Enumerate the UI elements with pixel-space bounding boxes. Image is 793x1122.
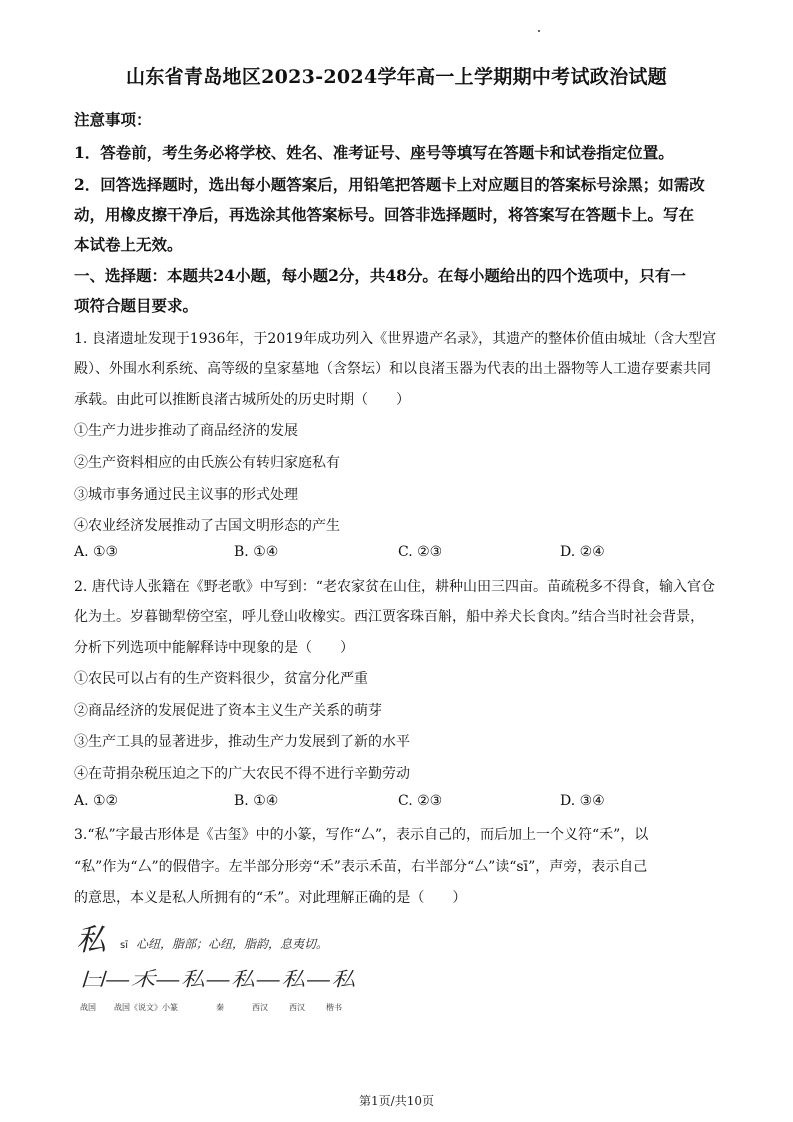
scan-dot xyxy=(538,30,540,32)
notice-heading: 注意事项： xyxy=(74,110,152,129)
q2-stem-line-1: 2. 唐代诗人张籍在《野老歌》中写到：“老农家贫在山住，耕种山田三四亩。苗疏税多不得食，输入官仓 xyxy=(74,579,715,595)
notice-item-1: 1．答卷前，考生务必将学校、姓名、准考证号、座号等填写在答题卡和试卷指定位置。 xyxy=(74,143,674,162)
figure-caption: 战国《说文》小篆 xyxy=(114,1003,178,1012)
q1-option-c[interactable]: C. ②③ xyxy=(398,544,443,560)
q1-option-d[interactable]: D. ②④ xyxy=(560,544,605,560)
q3-stem-line-1: 3.“私”字最古形体是《古玺》中的小篆，写作“厶”，表示自己的，而后加上一个义符“禾”，以 xyxy=(74,827,649,843)
character-evolution-figure xyxy=(74,920,364,1020)
q1-option-b[interactable]: B. ①④ xyxy=(234,544,279,560)
figure-pinyin: sī xyxy=(120,940,128,951)
q1-statement-4: ④农业经济发展推动了古国文明形态的产生 xyxy=(74,518,340,534)
figure-caption: 楷书 xyxy=(326,1003,342,1012)
q1-stem-line-1: 1. 良渚遗址发现于1936年，于2019年成功列入《世界遗产名录》，其遗产的整体价值由城址（含大型宫 xyxy=(74,331,717,347)
q2-option-c[interactable]: C. ②③ xyxy=(398,793,443,809)
figure-phonetic: 心纽，脂部；心纽，脂韵，息夷切。 xyxy=(136,937,329,951)
q2-option-a[interactable]: A. ①② xyxy=(74,793,119,809)
figure-caption: 战国 xyxy=(80,1003,96,1012)
page-footer: 第1页/共10页 xyxy=(359,1094,434,1108)
q2-statement-2: ②商品经济的发展促进了资本主义生产关系的萌芽 xyxy=(74,703,382,719)
section-heading-line-1: 一、选择题：本题共24小题，每小题2分，共48分。在每小题给出的四个选项中，只有一 xyxy=(74,266,686,285)
figure-evolution-forms: 𠙵—𥝌—私—私—私—私 xyxy=(80,967,356,991)
q1-statement-3: ③城市事务通过民主议事的形式处理 xyxy=(74,487,298,503)
figure-character: 私 xyxy=(76,923,106,958)
q3-stem-line-3: 的意思，本义是私人所拥有的“禾”。对此理解正确的是（ ） xyxy=(74,890,467,906)
q2-statement-1: ①农民可以占有的生产资料很少，贫富分化严重 xyxy=(74,671,368,687)
q1-statement-2: ②生产资料相应的由氏族公有转归家庭私有 xyxy=(74,455,340,471)
q3-stem-line-2: “私”作为“厶”的假借字。左半部分形旁“禾”表示禾苗，右半部分“厶”读“sī”，声旁，表示自己 xyxy=(74,859,648,875)
q1-statement-1: ①生产力进步推动了商品经济的发展 xyxy=(74,423,298,439)
document-title: 山东省青岛地区2023-2024学年高一上学期期中考试政治试题 xyxy=(126,66,667,88)
q2-stem-line-2: 化为土。岁暮锄犁傍空室，呼儿登山收橡实。西江贾客珠百斛，船中养犬长食肉。”结合当时社会背景， xyxy=(74,609,705,625)
figure-caption: 秦 xyxy=(216,1003,224,1012)
q1-stem-line-2: 殿）、外围水利系统、高等级的皇家墓地（含祭坛）和以良渚玉器为代表的出土器物等人工遗存要素共同 xyxy=(74,361,711,377)
q2-option-d[interactable]: D. ③④ xyxy=(560,793,605,809)
section-heading-line-2: 项符合题目要求。 xyxy=(74,296,199,315)
q1-option-a[interactable]: A. ①③ xyxy=(74,544,119,560)
q2-statement-4: ④在苛捐杂税压迫之下的广大农民不得不进行辛勤劳动 xyxy=(74,766,410,782)
figure-caption: 西汉 xyxy=(252,1003,268,1012)
notice-item-2-line-2: 动，用橡皮擦干净后，再选涂其他答案标号。回答非选择题时，将答案写在答题卡上。写在 xyxy=(74,205,695,224)
q2-stem-line-3: 分析下列选项中能解释诗中现象的是（ ） xyxy=(74,640,354,656)
q2-option-b[interactable]: B. ①④ xyxy=(234,793,279,809)
q1-stem-line-3: 承载。由此可以推断良渚古城所处的历史时期（ ） xyxy=(74,392,410,408)
figure-caption: 西汉 xyxy=(289,1003,305,1012)
notice-item-2-line-1: 2．回答选择题时，选出每小题答案后，用铅笔把答题卡上对应题目的答案标号涂黑；如需改 xyxy=(74,175,705,194)
q2-statement-3: ③生产工具的显著进步，推动生产力发展到了新的水平 xyxy=(74,734,410,750)
notice-item-2-line-3: 本试卷上无效。 xyxy=(74,235,183,254)
